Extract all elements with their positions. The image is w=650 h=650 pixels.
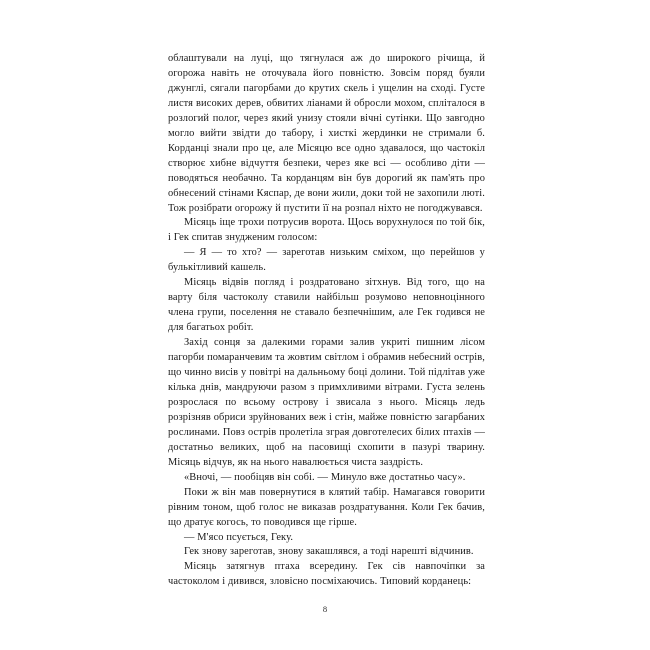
paragraph: облаштували на луці, що тягнулася аж до широкого річища, й огорожа навіть не оточувала його повністю. Зовсім поряд буяли джунглі, сягали пагорбами до крутих скель і ущелин на сході. Густе листя високих дерев, обвитих ліанами й обросли мохом, спліталося в розлогий полог, через який унизу стояли вічні сутінки. Що завгодно могло вийти звідти до табору, і хисткі жердинки не стримали б. Корданці знали про це, але Місяцю все одно здавалося, що частокіл створює хибне відчуття безпеки, через яке всі — особливо діти — поводяться необачно. Та корданцям він був дорогий як пам'ять про обнесений стінами Кяспар, де вони жили, доки той не захопили люті. Тож розібрати огорожу й пустити її на розпал ніхто не погоджувався. — [168, 53, 485, 214]
paragraph: Місяць відвів погляд і роздратовано зітхнув. Від того, що на варту біля частоколу ставили найбільш розумово неповноцінного члена групи, поселення не ставало безпечнішим, але Гек годився не для багатьох робіт. — [168, 277, 485, 334]
page-text-block — [168, 52, 485, 590]
quoted-thought: «Вночі, — пообіцяв він собі. — Минуло вже достатньо часу». — [184, 471, 466, 483]
paragraph: Гек знову зареготав, знову закашлявся, а тоді нарешті відчинив. — [184, 546, 474, 558]
paragraph: Поки ж він мав повернутися в клятий табір. Намагався говорити рівним тоном, щоб голос не виказав роздратування. Коли Гек бачив, що дратує когось, то поводився ще гірше. — [168, 486, 485, 528]
paragraph: Місяць затягнув птаха всередину. Гек сів навпочіпки за частоколом і дивився, зловісно посміхаючись. Типовий корданець: — [168, 561, 485, 588]
dialogue-line: — М'ясо псується, Геку. — [184, 531, 294, 543]
dialogue-line: — Я — то хто? — зареготав низьким сміхом, що перейшов у булькітливий кашель. — [168, 247, 485, 274]
paragraph: Захід сонця за далекими горами залив укриті пишним лісом пагорби помаранчевим та жовтим світлом і обрамив небесний острів, що чинно висів у повітрі на дальньому боці долини. Той підлітав уже кілька днів, мандруючи разом з примхливими вітрами. Густа зелень розрослася по всьому острову і звисала з нього. Місяць ледь розрізняв обриси зруйнованих веж і стін, майже повністю загарбаних рослинами. Повз острів пролетіла зграя довготелесих білих птахів — достатньо великих, щоб на пасовищі схопити в пазурі тварину. Місяць відчув, як на нього навалюється чиста заздрість. — [168, 337, 485, 468]
page-number: 8 — [322, 604, 328, 614]
paragraph: Місяць іще трохи потрусив ворота. Щось ворухнулося по той бік, і Гек спитав знудженим голосом: — [168, 217, 485, 244]
